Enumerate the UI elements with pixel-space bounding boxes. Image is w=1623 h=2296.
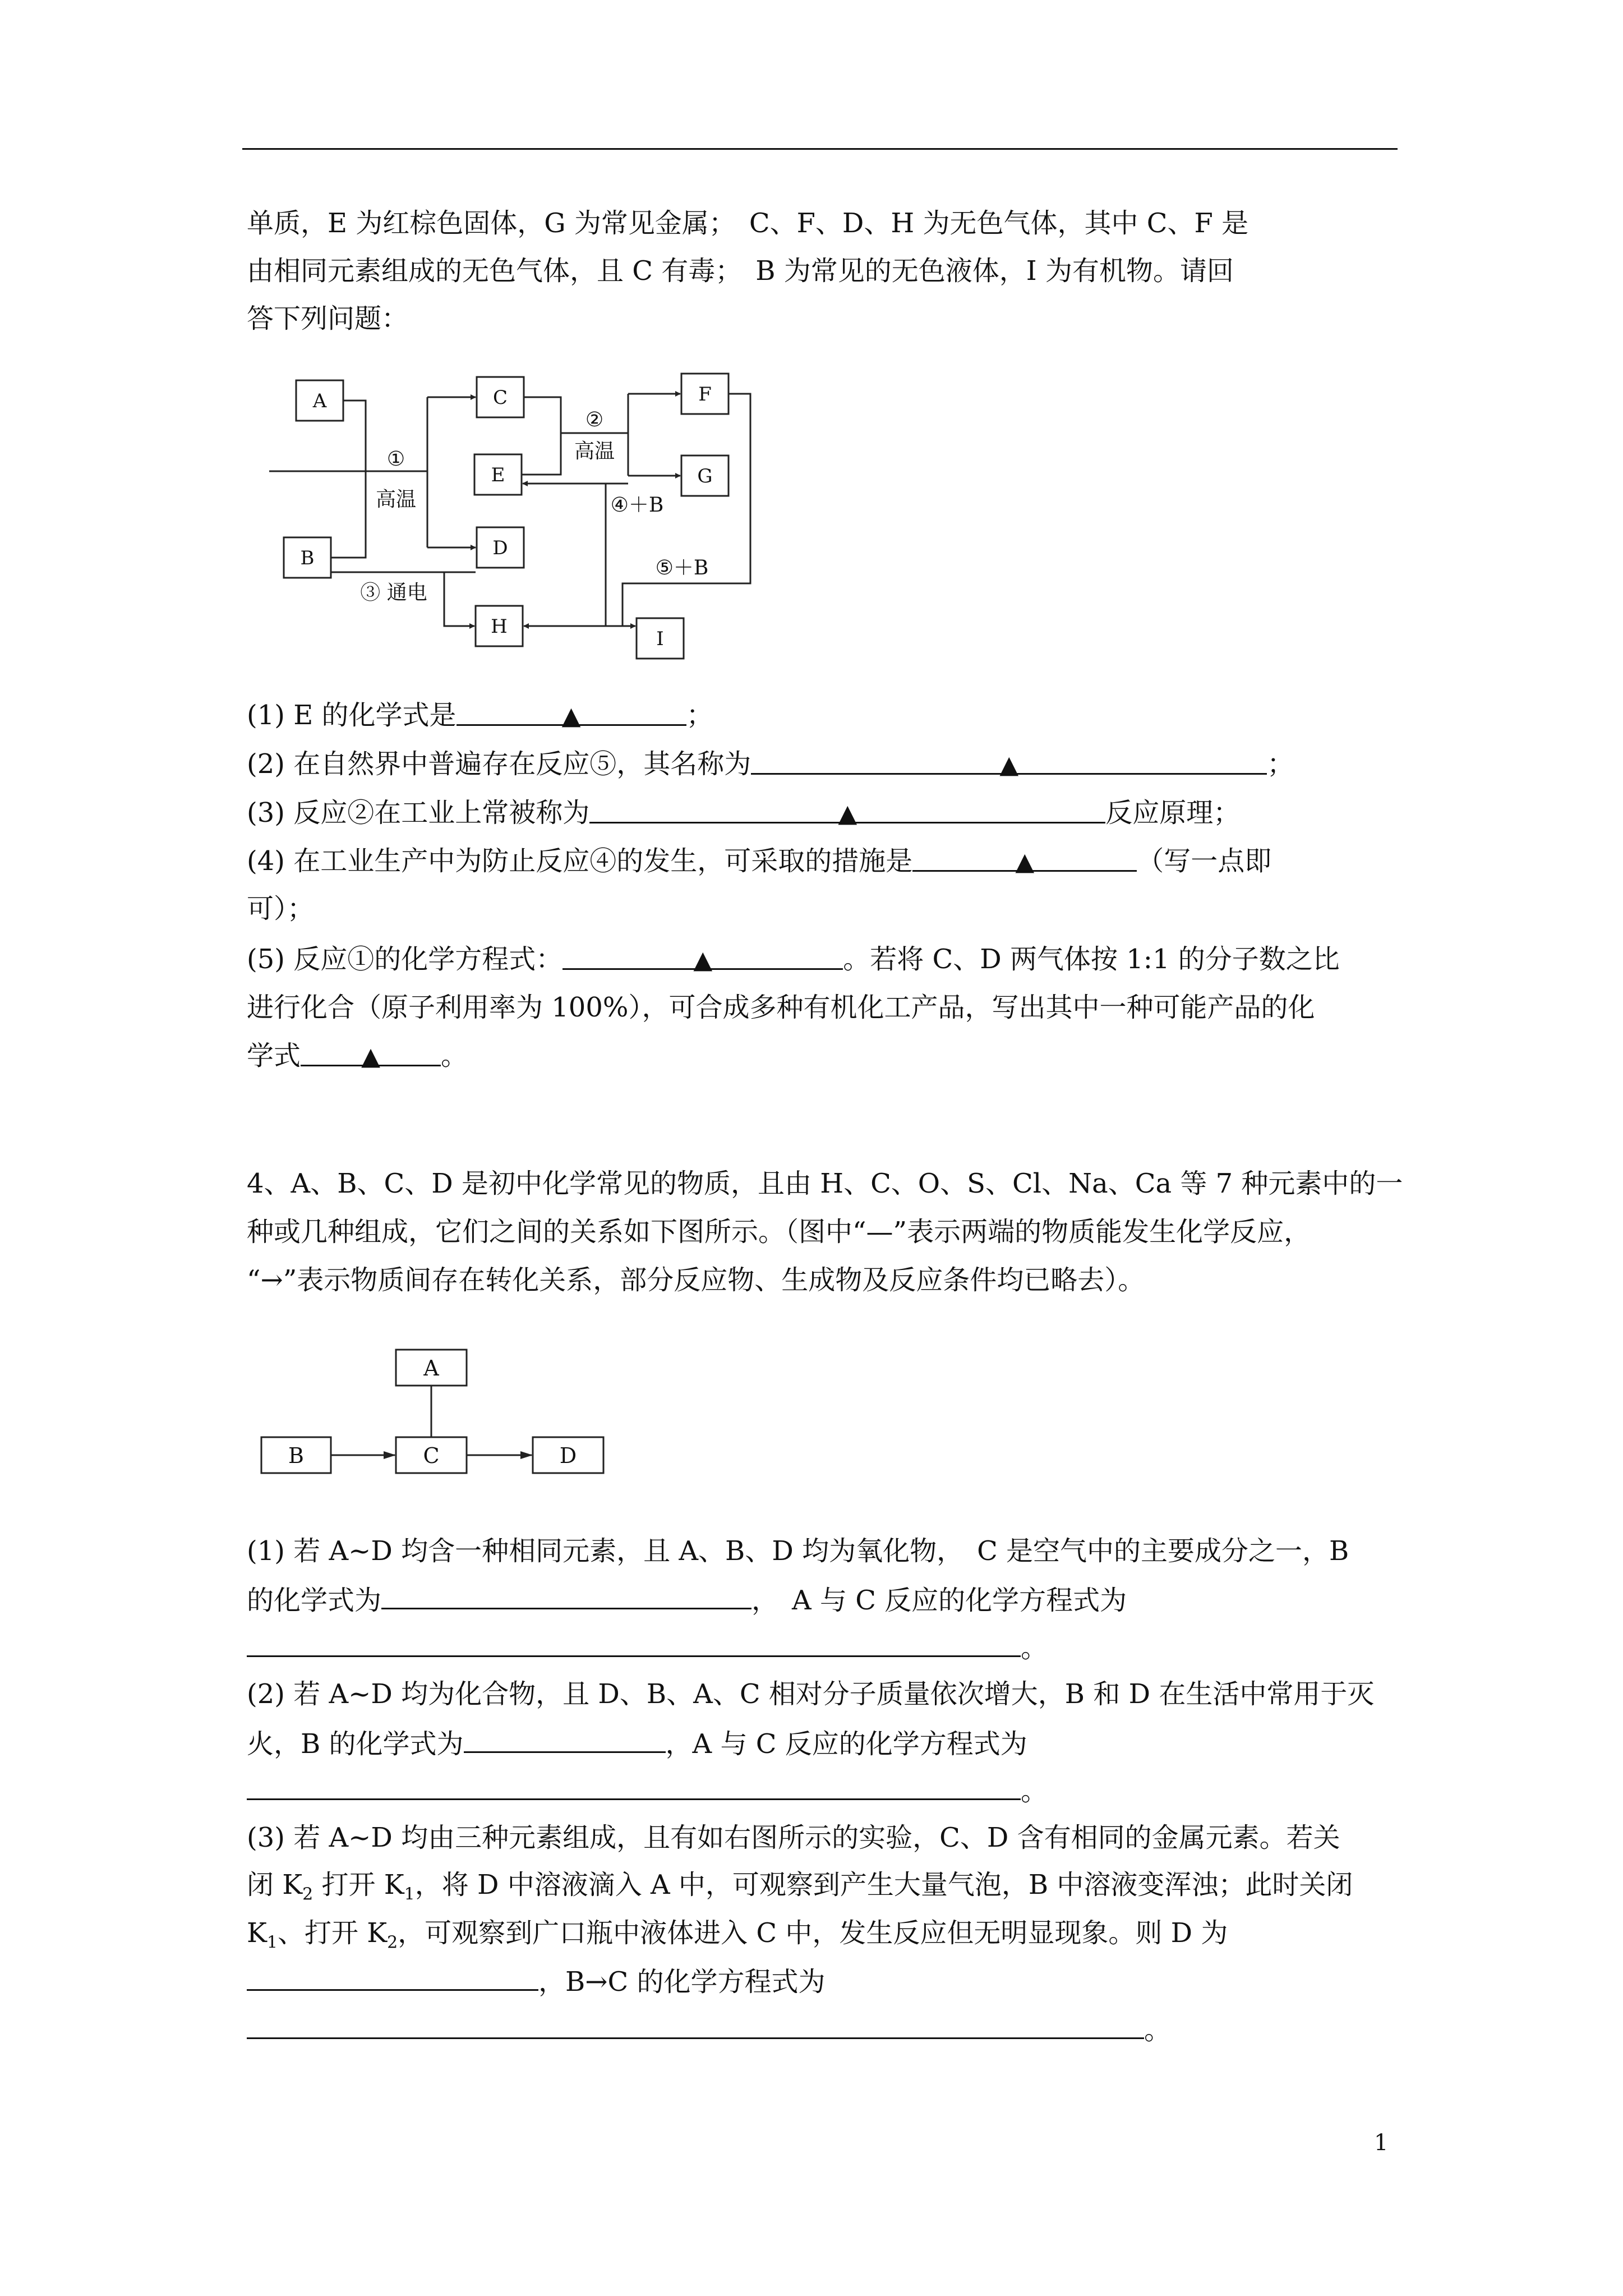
- q4-stem-line-2: 种或几种组成，它们之间的关系如下图所示。（图中“—”表示两端的物质能发生化学反应，: [247, 1216, 1311, 1248]
- node-i-label: I: [656, 628, 664, 650]
- q3-item-5: (5) 反应①的化学方程式： ▲ 。若将 C、D 两气体按 1:1 的分子数之比: [247, 944, 1340, 975]
- q4-part3-line-1: (3) 若 A~D 均由三种元素组成，且有如右图所示的实验，C、D 含有相同的金属元素。若关: [247, 1822, 1340, 1853]
- q4-part1-line-2: 的化学式为 ， A 与 C 反应的化学方程式为: [247, 1582, 1127, 1617]
- node-b-label: B: [300, 547, 315, 569]
- q4-node-a-label: A: [423, 1356, 439, 1381]
- page-number: 1: [1374, 2130, 1389, 2156]
- q3-item-5-line-2: 进行化合（原子利用率为 100%），可合成多种有机化工产品，写出其中一种可能产品的化: [247, 992, 1315, 1023]
- q4-node-d-label: D: [559, 1443, 577, 1468]
- r2-number: ②: [585, 408, 604, 431]
- node-f-label: F: [698, 383, 712, 406]
- q3-intro-line-2: 由相同元素组成的无色气体，且 C 有毒； B 为常见的无色液体，I 为有机物。请回: [247, 255, 1234, 287]
- node-h-label: H: [491, 615, 508, 638]
- q4-part2-line-2: 火，B 的化学式为 ，A 与 C 反应的化学方程式为: [247, 1726, 1027, 1761]
- q4-blank-4[interactable]: [247, 1773, 1021, 1800]
- q4-stem-line-1: 4、A、B、C、D 是初中化学常见的物质，且由 H、C、O、S、Cl、Na、Ca 等 7 种元素中的一: [247, 1168, 1403, 1199]
- r5-label: ⑤＋B: [655, 556, 709, 579]
- header-rule: [242, 148, 1398, 150]
- node-d-label: D: [492, 537, 508, 559]
- answer-blank-5[interactable]: ▲: [562, 942, 843, 970]
- node-g-label: G: [697, 465, 713, 487]
- q3-item-3: (3) 反应②在工业上常被称为 ▲ 反应原理；: [247, 797, 1241, 829]
- q3-item-4: (4) 在工业生产中为防止反应④的发生，可采取的措施是 ▲ （写一点即: [247, 845, 1272, 877]
- q4-node-c-label: C: [423, 1443, 440, 1468]
- q4-node-b-label: B: [288, 1443, 304, 1468]
- q4-blank-3[interactable]: [464, 1726, 666, 1753]
- node-a-label: A: [312, 390, 327, 412]
- r1-number: ①: [386, 448, 405, 471]
- q3-item-2: (2) 在自然界中普遍存在反应⑤，其名称为 ▲ ；: [247, 748, 1294, 780]
- answer-blank-3[interactable]: ▲: [589, 796, 1105, 823]
- q4-blank-2[interactable]: [247, 1630, 1021, 1657]
- r1-condition: 高温: [375, 488, 417, 511]
- q4-part3-line-5: 。: [247, 2012, 1171, 2047]
- r2-condition: 高温: [574, 440, 615, 463]
- answer-blank-2[interactable]: ▲: [751, 747, 1267, 775]
- node-c-label: C: [492, 386, 508, 409]
- q4-part1-line-1: (1) 若 A~D 均含一种相同元素，且 A、B、D 均为氧化物， C 是空气中的主要成分之一，B: [247, 1535, 1349, 1567]
- q4-part3-line-3: $K_1$、打开 $K_2$，可观察到广口瓶中液体进入 C 中，发生反应但无明显现象。则 D 为: [247, 1917, 1228, 1953]
- q3-item-5-line-3: 学式 ▲ 。: [247, 1040, 468, 1071]
- q4-blank-1[interactable]: [381, 1582, 751, 1609]
- answer-blank-4[interactable]: ▲: [912, 844, 1137, 872]
- q3-reaction-diagram: [269, 359, 774, 684]
- q4-stem-line-3: “→”表示物质间存在转化关系，部分反应物、生成物及反应条件均已略去）。: [247, 1264, 1145, 1296]
- answer-blank-6[interactable]: ▲: [301, 1039, 441, 1066]
- r3-label: ③ 通电: [360, 581, 427, 604]
- q4-blank-5[interactable]: [247, 1963, 538, 1991]
- q4-part3-line-2: 闭 $K_2$ 打开 $K_1$，将 D 中溶液滴入 A 中，可观察到产生大量气泡，B 中溶液变浑浊；此时关闭: [247, 1869, 1353, 1904]
- q4-relation-diagram: [252, 1335, 617, 1503]
- node-e-label: E: [491, 464, 505, 486]
- q3-intro-line-3: 答下列问题：: [247, 303, 409, 334]
- answer-blank-1[interactable]: ▲: [457, 698, 686, 726]
- q3-item-1: (1) E 的化学式是 ▲ ；: [247, 700, 713, 731]
- q4-blank-6[interactable]: [247, 2012, 1144, 2039]
- r4-label: ④＋B: [610, 494, 664, 517]
- q3-intro-line-1: 单质，E 为红棕色固体，G 为常见金属； C、F、D、H 为无色气体，其中 C、F 是: [247, 208, 1249, 239]
- q4-part3-line-4: ，B→C 的化学方程式为: [247, 1963, 825, 1999]
- q3-item-4-cont: 可）；: [247, 893, 315, 924]
- q4-part1-line-3: 。: [247, 1630, 1048, 1665]
- q4-part2-line-1: (2) 若 A~D 均为化合物，且 D、B、A、C 相对分子质量依次增大，B 和 D 在生活中常用于灭: [247, 1678, 1375, 1710]
- q4-part2-line-3: 。: [247, 1773, 1048, 1808]
